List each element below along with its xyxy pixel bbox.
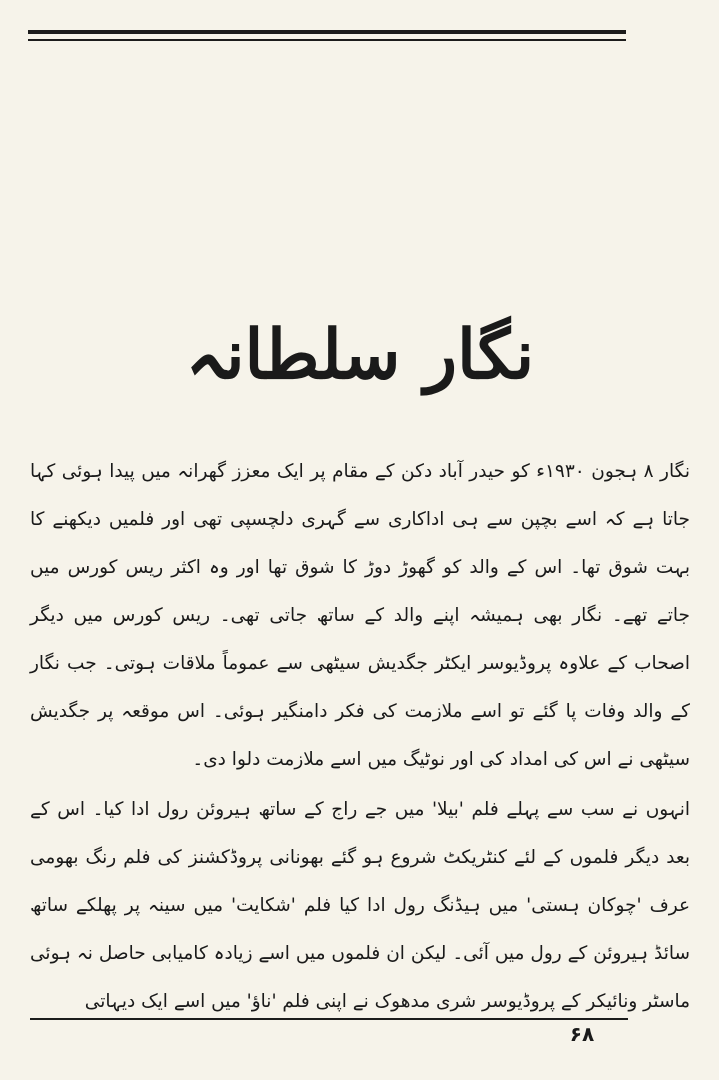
top-double-rule-thin — [28, 39, 626, 41]
chapter-title: نگار سلطانہ — [185, 315, 535, 395]
page-number: ۶۸ — [569, 1022, 595, 1046]
top-double-rule-thick — [28, 30, 626, 34]
paragraph-1: نگار ۸ ہجون ۱۹۳۰ء کو حیدر آباد دکن کے مقام پر ایک معزز گھرانہ میں پیدا ہوئی کہا جاتا ہے کہ اسے بچپن سے ہی اداکاری سے گہری دلچسپی تھی اور فلمیں دیکھنے کا بہت شوق تھا۔ اس کے والد کو گھوڑ دوڑ کا شوق تھا اور وہ اکثر ریس کورس میں جاتے تھے۔ نگار بھی ہمیشہ اپنے والد کے ساتھ جاتی تھی۔ ریس کورس میں دیگر اصحاب کے علاوہ پروڈیوسر ایکٹر جگدیش سیٹھی سے عموماً ملاقات ہوتی۔ جب نگار کے والد وفات پا گئے تو اسے ملازمت کی فکر دامنگیر ہوئی۔ اس موقعہ پر جگدیش سیٹھی نے اس کی امداد کی اور نوٹیگ میں اسے ملازمت دلوا دی۔ — [30, 461, 690, 770]
paragraph-2: انہوں نے سب سے پہلے فلم 'بیلا' میں جے راج کے ساتھ ہیروئن رول ادا کیا۔ اس کے بعد دیگر فلموں کے لئے کنٹریکٹ شروع ہو گئے بھونانی پروڈکشنز کی فلم رنگ بھومی عرف 'چوکان ہستی' میں ہیڈنگ رول ادا کیا فلم 'شکایت' میں سینہ پر پھلکے ساتھ سائڈ ہیروئن کے رول میں آئی۔ لیکن ان فلموں میں اسے زیادہ کامیابی حاصل نہ ہوئی ماسٹر ونائیکر کے پروڈیوسر شری مدھوک نے اپنی فلم 'ناؤ' میں اسے ایک دیہاتی — [30, 799, 690, 1012]
bottom-rule — [30, 1018, 628, 1020]
